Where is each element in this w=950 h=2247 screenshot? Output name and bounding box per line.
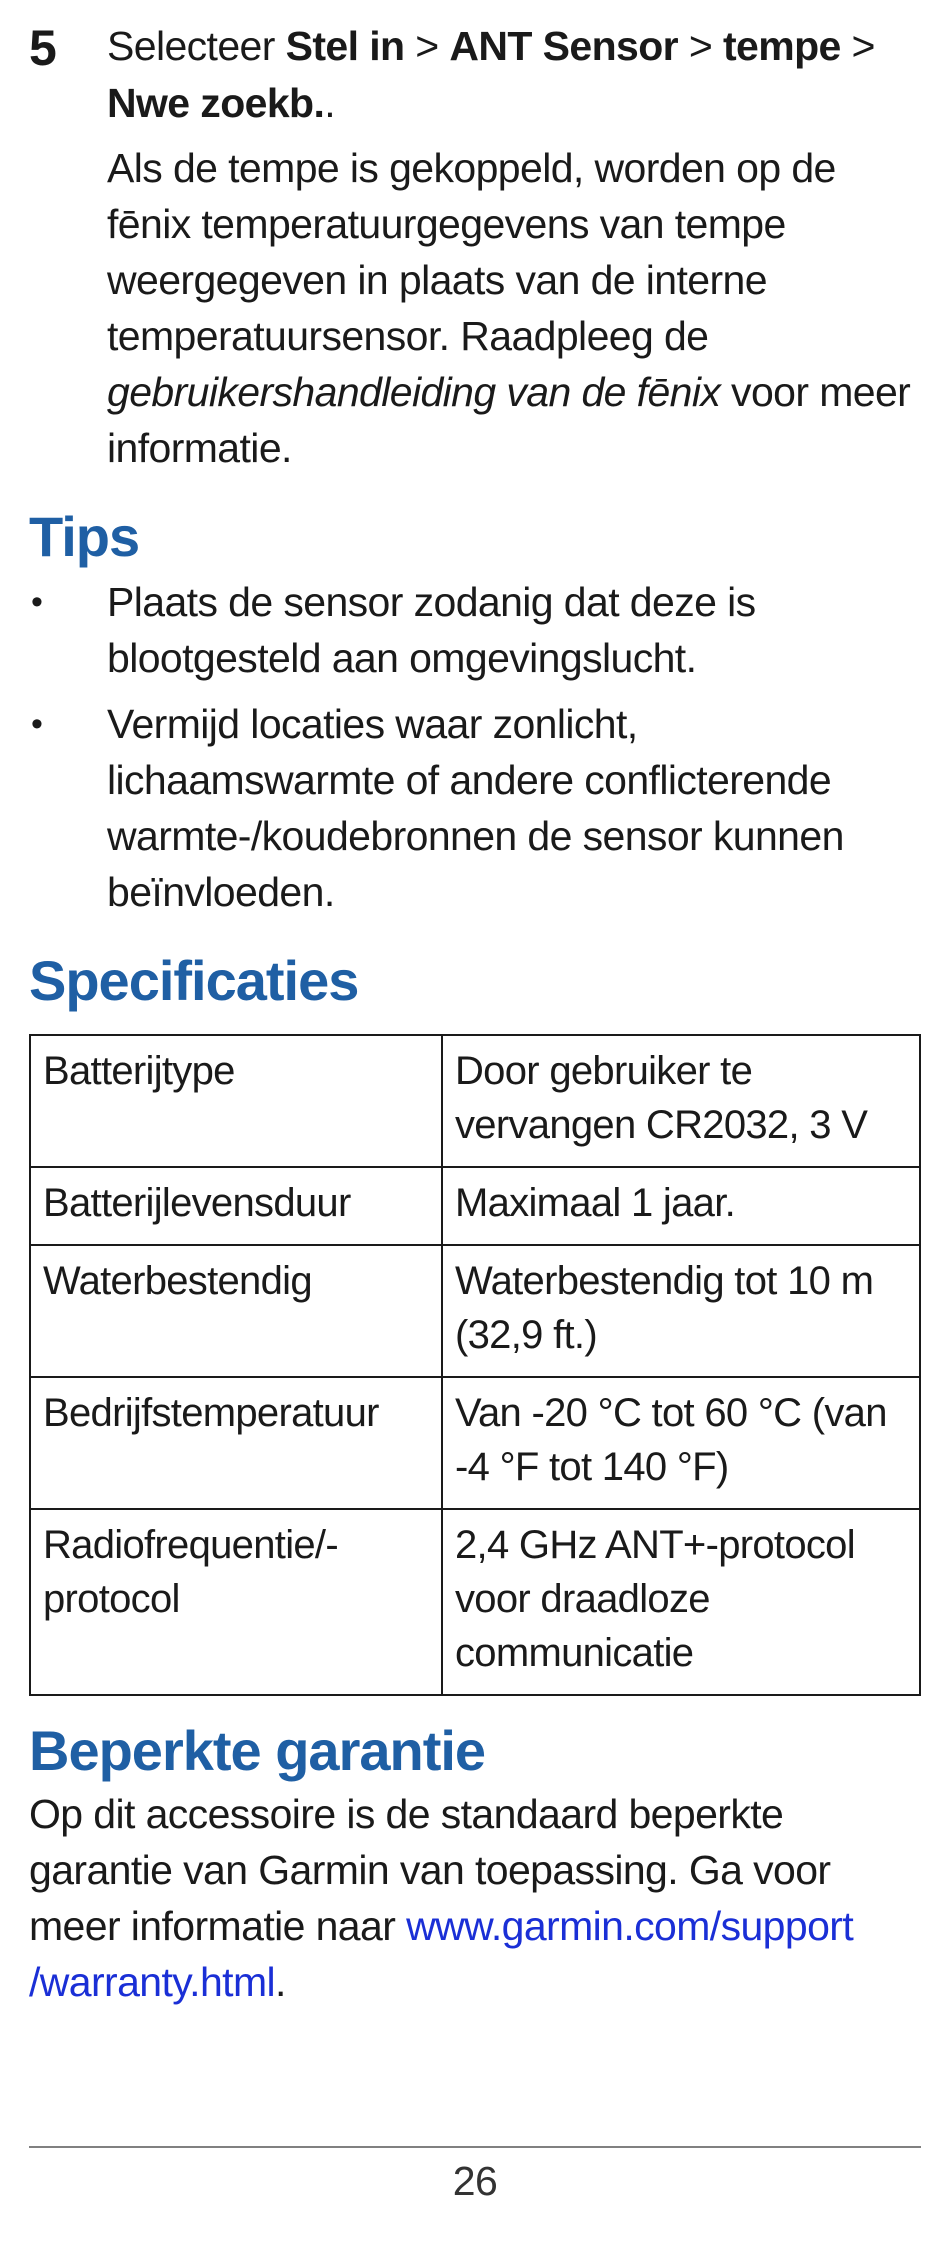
instruction-prefix: Selecteer <box>107 23 286 69</box>
tips-heading: Tips <box>29 505 140 568</box>
tips-list <box>29 574 921 920</box>
warranty-text: Op dit accessoire is de standaard beperkte garantie van Garmin van toepassing. Ga voor meer informatie naar <box>29 1791 831 1949</box>
spec-value: Van -20 °C tot 60 °C (van -4 °F tot 140 °F) <box>442 1377 920 1509</box>
menu-item-setup: Stel in <box>285 23 405 69</box>
step-instruction <box>107 18 921 132</box>
menu-separator: > <box>404 23 450 69</box>
spec-label: Radiofrequentie/-protocol <box>30 1509 442 1695</box>
specifications-table <box>29 1034 921 1696</box>
table-row <box>30 1509 920 1695</box>
menu-item-ant-sensor: ANT Sensor <box>449 23 679 69</box>
spec-value: Waterbestendig tot 10 m (32,9 ft.) <box>442 1245 920 1377</box>
menu-separator: > <box>678 23 723 69</box>
table-row <box>30 1035 920 1167</box>
tips-item <box>29 696 921 920</box>
tips-item-text: Vermijd locaties waar zonlicht, lichaamswarmte of andere conflicterende warmte-/koudebronnen de sensor kunnen beïnvloeden. <box>107 701 844 915</box>
bullet-icon: • <box>31 583 43 621</box>
description-text: Als de tempe is gekoppeld, worden op de fēnix temperatuurgegevens van tempe weergegeven in plaats van de interne temperatuursensor. Raadpleeg de <box>107 145 836 359</box>
spec-label: Waterbestendig <box>30 1245 442 1377</box>
warranty-suffix: . <box>275 1959 286 2005</box>
warranty-link-part2: /warranty.html <box>29 1959 276 2005</box>
step-5 <box>29 18 921 476</box>
footer-divider <box>29 2146 921 2148</box>
instruction-suffix: . <box>324 80 336 126</box>
spec-value: 2,4 GHz ANT+-protocol voor draadloze communicatie <box>442 1509 920 1695</box>
page-content <box>29 18 921 2010</box>
spec-value: Maximaal 1 jaar. <box>442 1167 920 1245</box>
specifications-heading: Specificaties <box>29 949 359 1012</box>
manual-reference: gebruikershandleiding van de fēnix <box>107 369 721 415</box>
spec-label: Batterijtype <box>30 1035 442 1167</box>
menu-separator: > <box>840 23 875 69</box>
table-row <box>30 1377 920 1509</box>
warranty-paragraph <box>29 1786 921 2010</box>
step-description <box>107 140 921 476</box>
warranty-link-part1: www.garmin.com/support <box>406 1903 854 1949</box>
spec-label: Bedrijfstemperatuur <box>30 1377 442 1509</box>
warranty-heading: Beperkte garantie <box>29 1719 486 1782</box>
step-number: 5 <box>29 20 57 76</box>
table-row <box>30 1245 920 1377</box>
menu-item-new-search: Nwe zoekb. <box>107 80 325 126</box>
page-number: 26 <box>452 2158 498 2204</box>
menu-item-tempe: tempe <box>722 23 841 69</box>
bullet-icon: • <box>31 705 43 743</box>
tips-item <box>29 574 921 686</box>
spec-label: Batterijlevensduur <box>30 1167 442 1245</box>
spec-value: Door gebruiker te vervangen CR2032, 3 V <box>442 1035 920 1167</box>
table-row <box>30 1167 920 1245</box>
tips-item-text: Plaats de sensor zodanig dat deze is blootgesteld aan omgevingslucht. <box>107 579 756 681</box>
description-text-end: voor meer informatie. <box>107 369 911 471</box>
